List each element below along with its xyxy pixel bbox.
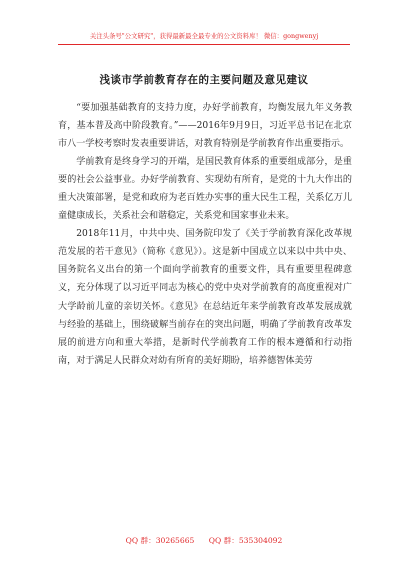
document-body [58,99,352,370]
document-title: 浅谈市学前教育存在的主要问题及意见建议 [99,74,309,86]
header-banner: 关注头条号"公文研究"，获得最新最全最专业的公文资料库！ 微信：gongwenyj [89,32,319,40]
footer-qq-groups [58,535,350,546]
paragraph-1: “要加强基础教育的支持力度，办好学前教育，均衡发展九年义务教育，基本普及高中阶段教育。”——2016年9月9日，习近平总书记在北京市八一学校考察时发表重要讲话，对教育特别是学前教育作出重要指示。 [58,103,352,150]
header-divider [58,44,350,45]
paragraph-2: 学前教育是终身学习的开端，是国民教育体系的重要组成部分，是重要的社会公益事业。办好学前教育、实现幼有所育，是党的十九大作出的重大决策部署，是党和政府为老百姓办实事的重大民生工程，关系亿万儿童健康成长，关系社会和谐稳定，关系党和国家事业未来。 [58,157,352,222]
footer-qq-group-1: QQ 群：30265665 [125,536,195,545]
paragraph-3: 2018年11月，中共中央、国务院印发了《关于学前教育深化改革规范发展的若干意见》（简称《意见》）。这是新中国成立以来以中共中央、国务院名义出台的第一个面向学前教育的重要文件，具有重要里程碑意义，充分体现了以习近平同志为核心的党中央对学前教育的高度重视对广大学龄前儿童的亲切关怀。《意见》在总结近年来学前教育改革发展成就与经验的基础上，围绕破解当前存在的突出问题，明确了学前教育改革发展的前进方向和重大举措，是新时代学前教育工作的根本遵循和行动指南，对于满足人民群众对幼有所育的美好期盼，培养德智体美劳 [58,229,352,366]
footer-qq-group-2: QQ 群：535304092 [208,536,283,545]
